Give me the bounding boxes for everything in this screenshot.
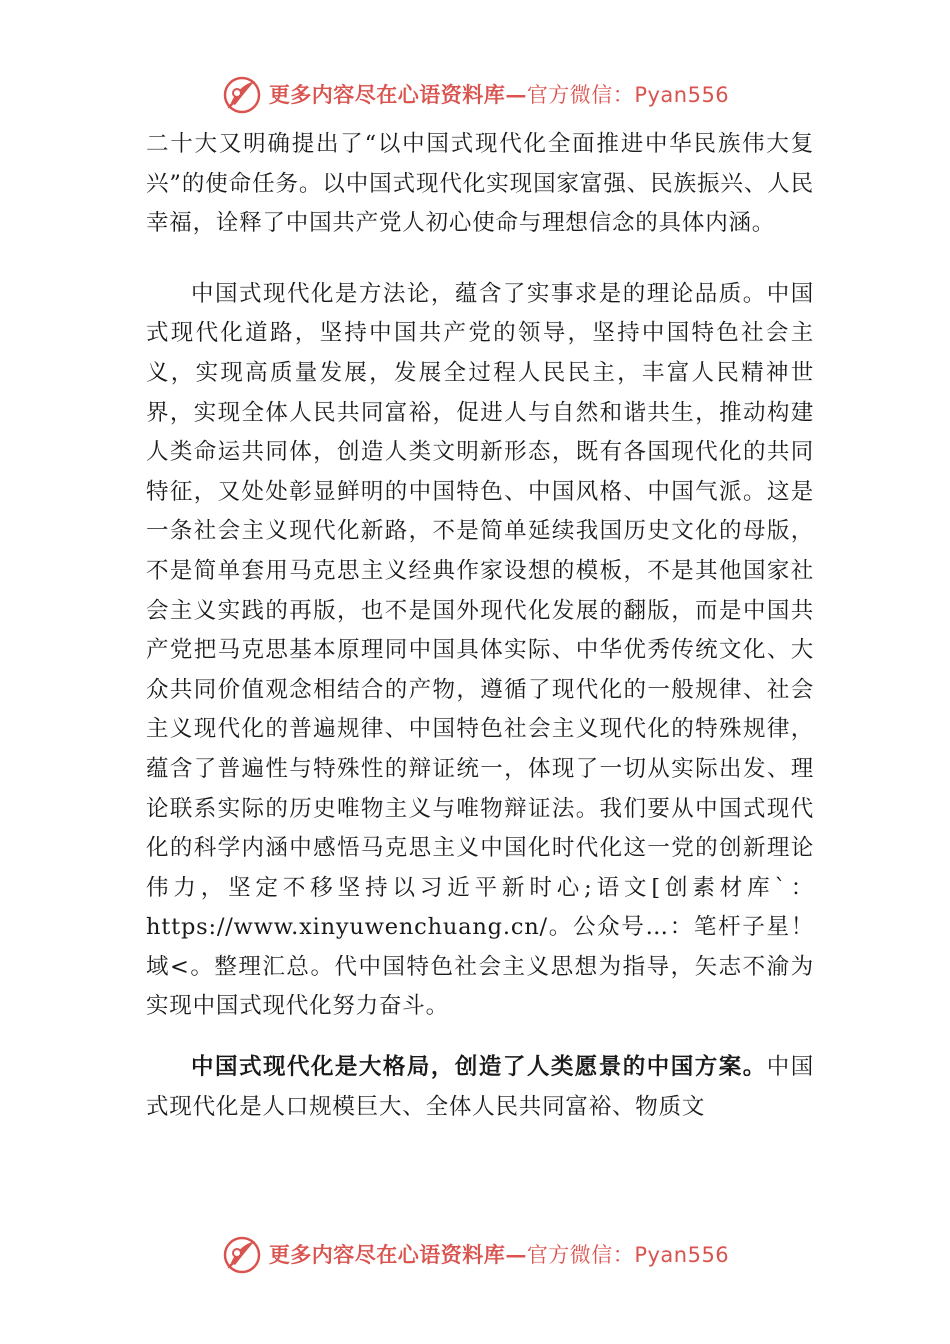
quill-flower-logo-icon — [221, 1233, 263, 1275]
paragraph-3-text: 中国式现代化是人口规模巨大、全体人民共同富裕、物质文 — [146, 1054, 814, 1120]
watermark-wechat-label: 官方微信： — [526, 83, 635, 107]
watermark-footer — [0, 1232, 950, 1276]
watermark-main-text: 更多内容尽在心语资料库 — [268, 82, 506, 107]
document-body — [146, 125, 814, 1127]
watermark-wechat-id: Pyan556 — [634, 1243, 730, 1267]
watermark-wechat-label: 官方微信： — [526, 1243, 635, 1267]
quill-flower-logo-icon — [221, 73, 263, 115]
watermark-separator: — — [505, 1242, 527, 1267]
paragraph-3-heading: 中国式现代化是大格局，创造了人类愿景的中国方案。 — [191, 1054, 767, 1081]
paragraph-3 — [146, 1048, 814, 1127]
paragraph-2: 中国式现代化是方法论，蕴含了实事求是的理论品质。中国式现代化道路，坚持中国共产党的领导，坚持中国特色社会主义，实现高质量发展，发展全过程人民民主，丰富人民精神世界，实现全体人民共同富裕，促进人与自然和谐共生，推动构建人类命运共同体，创造人类文明新形态，既有各国现代化的共同特征，又处处彰显鲜明的中国特色、中国风格、中国气派。这是一条社会主义现代化新路，不是简单延续我国历史文化的母版，不是简单套用马克思主义经典作家设想的模板，不是其他国家社会主义实践的再版，也不是国外现代化发展的翻版，而是中国共产党把马克思基本原理同中国具体实际、中华优秀传统文化、大众共同价值观念相结合的产物，遵循了现代化的一般规律、社会主义现代化的普遍规律、中国特色社会主义现代化的特殊规律，蕴含了普遍性与特殊性的辩证统一，体现了一切从实际出发、理论联系实际的历史唯物主义与唯物辩证法。我们要从中国式现代化的科学内涵中感悟马克思主义中国化时代化这一党的创新理论伟力，坚定不移坚持以习近平新时心;语文[创素材库`：https://www.xinyuwenchuang.cn/。公众号…：笔杆子星！域<。整理汇总。代中国特色社会主义思想为指导，矢志不渝为实现中国式现代化努力奋斗。 — [146, 280, 814, 1020]
watermark-main-text: 更多内容尽在心语资料库 — [268, 1242, 506, 1267]
paragraph-1: 二十大又明确提出了“以中国式现代化全面推进中华民族伟大复兴”的使命任务。以中国式现代化实现国家富强、民族振兴、人民幸福，诠释了中国共产党人初心使命与理想信念的具体内涵。 — [146, 131, 814, 237]
watermark-separator: — — [505, 82, 527, 107]
watermark-header — [0, 72, 950, 116]
watermark-wechat-id: Pyan556 — [634, 83, 730, 107]
